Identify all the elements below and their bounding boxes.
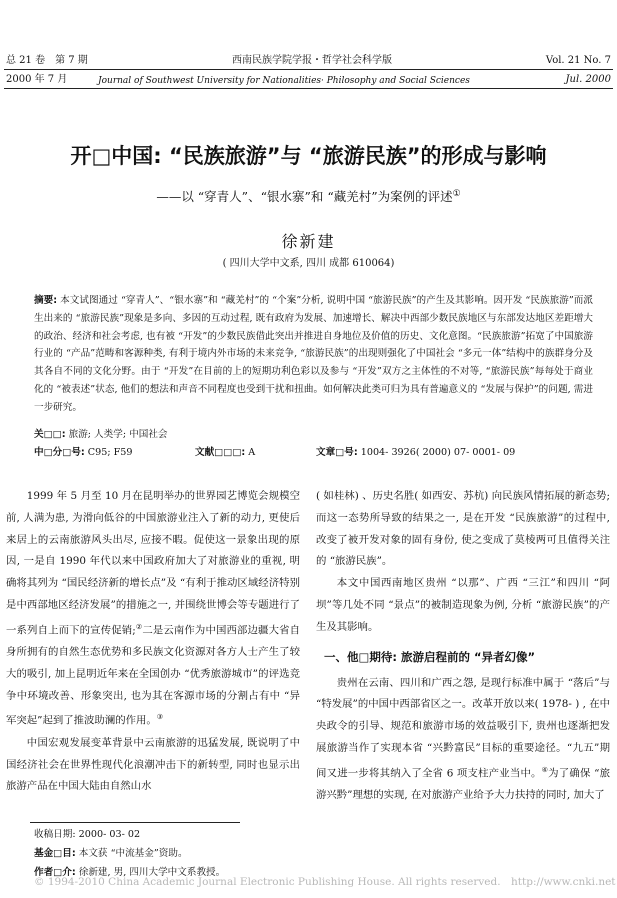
author-bio-text: 徐新建, 男, 四川大学中文系教授。 [75,867,226,878]
paragraph: ( 如桂林) 、历史名胜( 如西安、苏杭) 向民族风情拓展的新态势; 而这一态势所导致的结果之一, 是在开发 “民族旅游”的过程中, 改变了被开发对象的固有身份, 使之变成了莫棱两可且值得关注的 “旅游民族”。 [316,490,610,568]
body-left-column [6,486,300,798]
author-bio-label: 作者□介: [34,867,76,878]
article-id-label: 文章□号: [316,447,358,458]
paragraph [316,673,610,807]
classification-number [34,446,133,459]
footnote-mark[interactable]: ③ [156,713,164,722]
subtitle-footnote-mark[interactable]: ① [452,189,461,199]
footnote-rule [30,822,240,823]
fund-label: 基金□目: [34,848,76,859]
issue-month: Jul. 2000 [565,74,611,85]
paragraph-text: 贵州在云南、四川和广西之怨, 是现行标准中属于 “落后”与 “特发展”的中国中西部省区之一。改革开放以来( 1978- ) , 在中央政令的引导、规范和旅游市场的效益吸引下, 贵州也逐渐把发展旅游当作了实现本省 “兴黔富民”目标的重要途径。“九五”期间又进一步将其纳入了全省 6 项支柱产业当中。 [316,676,610,780]
article-id-value: 1004- 3926( 2000) 07- 0001- 09 [357,447,516,458]
classification-label: 中□分□号: [34,447,85,458]
paragraph [6,486,300,733]
document-code-value: A [245,447,256,458]
classification-value: C95; F59 [84,447,133,458]
article-title: 开□中国: “民族旅游”与 “旅游民族”的形成与影响 [70,144,547,168]
paragraph-text: 1999 年 5 月至 10 月在昆明举办的世界园艺博览会规模空前, 人满为患, 为滑向低谷的中国旅游业注入了新的动力, 更使后来居上的云南旅游风头出尽, 应接不暇。促使这一景象出现的原因, 一是自 1990 年代以来中国政府加大了对旅游业的重视, 明确将其列为 “国民经济新的增长点”及 “有利于推动区域经济特别是中西部地区经济发展”的措施之一, 并围绕世博会等专题进行了一系列自上而下的宣传促销; [6,490,300,637]
header-rule-top [4,69,613,70]
abstract-label: 摘要: [34,295,58,306]
received-date: 收稿日期: 2000- 03- 02 [34,829,141,840]
body-right-column [316,486,610,807]
keywords-label: 关□□: [34,429,66,440]
journal-title-cn: 西南民族学院学报・哲学社会科学版 [232,55,392,66]
volume-number: Vol. 21 No. 7 [545,55,611,66]
volume-issue: 总 21 卷 第 7 期 [6,55,88,66]
paragraph: 本文中国西南地区贵州 “以那”、广西 “三江”和四川 “阿坝”等几处不同 “景点”的被制造现象为例, 分析 “旅游民族”的产生及其影响。 [316,577,610,633]
paragraph: 中国宏观发展变革背景中云南旅游的迅猛发展, 既说明了中国经济社会在世界性现代化浪潮冲击下的新转型, 同时也显示出旅游产品在中国大陆由自然山水 [6,736,300,793]
subtitle-text: ——以 “穿青人”、“银水寨”和 “藏羌村”为案例的评述 [156,189,453,205]
keywords-text: 旅游; 人类学; 中国社会 [65,429,168,440]
footnote-mark[interactable]: ② [135,622,143,631]
section-heading: 一、他□期待: 旅游启程前的 “异者幻像” [324,649,536,664]
author-name: 徐新建 [281,232,336,251]
journal-title-en: Journal of Southwest University for Nationalities· Philosophy and Social Sciences [98,76,470,86]
paragraph-text: 二是云南作为中国西部边疆大省自身所拥有的自然生态优势和多民族文化资源对各方人士产生了较大的吸引, 加上昆明近年来在全国创办 “优秀旅游城市”的评选竞争中环境改善、形象突出, 也为其在客源市场的分割占有中 “异军突起”起到了推波助澜的作用。 [6,624,301,727]
abstract-text: 本文试图通过 “穿青人”、“银水寨”和 “藏羌村”的 “个案”分析, 说明中国 “旅游民族”的产生及其影响。因开发 “民族旅游”而派生出来的 “旅游民族”现象是多向、多因的互动过程, 既有政府为发展、加速增长、解决中西部少数民族地区与东部发达地区差距增大的政治、经济和社会考虑, 也有被 “开发”的少数民族借此突出并推进自身地位及价值的历史、文化意图。“民族旅游”拓宽了中国旅游行业的 “产品”范畴和客源种类, 有利于境内外市场的未来竞争, “旅游民族”的出现则强化了中国社会 “多元一体”结构中的族群身分及其各自不同的文化分野。由于 “开发”在目前的上的短期功利色彩以及参与 “开发”双方之主体性的不对等, “旅游民族”每每处于商业化的 “被表述”状态, 他们的想法和声音不同程度也受到干扰和扭曲。如何解决此类可归为具有普遍意义的 “发展与保护”的问题, 需进一步研究。 [34,295,593,413]
fund-note [34,847,188,861]
article-id [316,446,515,459]
fund-text: 本文获 “中流基金”资助。 [75,848,188,859]
abstract [34,292,593,417]
keywords [34,428,168,441]
article-subtitle [0,186,617,205]
issue-date: 2000 年 7 月 [6,74,68,85]
header-rule-bottom [4,88,613,89]
paragraph-text: 为了确保 “旅游兴黔”理想的实现, 在对旅游产业给予大力扶持的同时, 加大了 [316,767,611,802]
document-code [195,446,255,459]
footnote-mark[interactable]: ④ [541,765,549,774]
copyright-watermark: © 1994-2010 China Academic Journal Electronic Publishing House. All rights reserved. http://www.cnki.net [34,876,616,888]
document-code-label: 文献□□□: [195,447,246,458]
author-affiliation: ( 四川大学中文系, 四川 成都 610064) [222,258,395,269]
